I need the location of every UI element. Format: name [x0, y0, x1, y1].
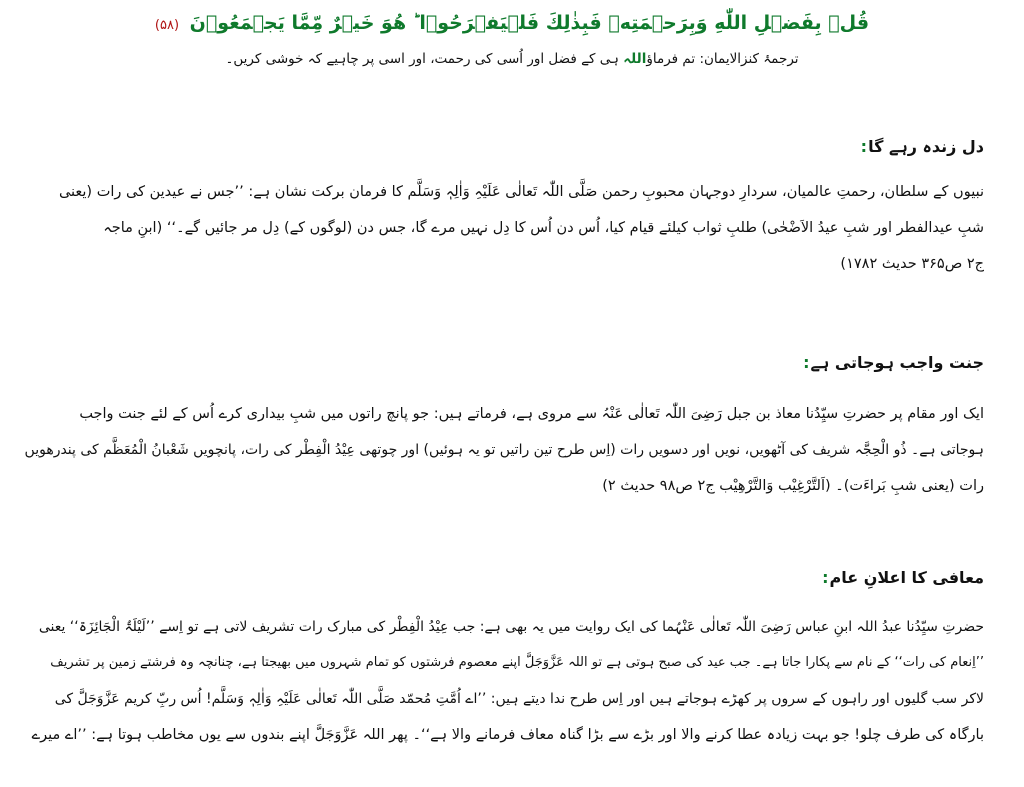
paragraph-line: حضرتِ سیِّدُنا عبدُ اللہ ابنِ عباس رَضِیَ اللّٰہ تَعالٰی عَنْہُما کی ایک روایت میں یہ بھی ہے: جب عِیْدُ الْفِطْر کی مبارک رات تشریف لاتی ہے تو اِسے ’’لَیْلَۃُ الْجَائِزَۃ‘‘ یعنی — [38, 619, 984, 635]
heading-colon: : — [803, 353, 810, 372]
paragraph-line: رات (یعنی شبِ بَراءَت)۔ (اَلتَّرْغِیْب وَالتَّرْھِیْب ج۲ ص۹۸ حدیث ۲) — [602, 478, 984, 494]
translation-part-1: تم فرماؤ — [646, 51, 696, 67]
paragraph-line: شبِ عیدالفطر اور شبِ عیدُ الاَضْحٰی) طلبِ ثواب کیلئے قیام کیا، اُس دن اُس کا دِل نہیں مرے گا، جس دن (لوگوں کے) دِل مر جائیں گے۔‘‘ (ابنِ ماجہ — [103, 220, 984, 236]
paragraph-line: ج۲ ص۳۶۵ حدیث ۱۷۸۲) — [840, 256, 984, 272]
paragraph-line: بارگاہ کی طرف چلو! جو بہت زیادہ عطا کرنے والا اور بڑے سے بڑا گناہ معاف فرمانے والا ہے‘‘۔ پھر اللہ عَزَّوَجَلَّ اپنے بندوں سے یوں مخاطب ہوتا ہے: ’’اے میرے — [31, 727, 984, 743]
section-jannat-wajib — [24, 350, 984, 504]
ayah-number: (۵۸) — [154, 18, 180, 33]
translation-label: ترجمۂ کنزالایمان: — [699, 51, 799, 67]
section-heading-text: جنت واجب ہوجاتی ہے — [810, 353, 984, 372]
paragraph-line: ’’اِنعام کی رات‘‘ کے نام سے پکارا جاتا ہے۔ جب عید کی صبح ہوتی ہے تو اللہ عَزَّوَجَلَّ اپنے معصوم فرشتوں کو تمام شہروں میں بھیجتا ہے، چنانچہ وہ فرشتے زمین پر تشریف — [50, 655, 984, 670]
section-heading-text: دل زندہ رہے گا — [868, 137, 984, 156]
section-body — [24, 609, 984, 753]
paragraph-line: ہوجاتی ہے۔ ذُو الْحِجَّہ شریف کی آٹھویں، نویں اور دسویں رات (اِس طرح تین راتیں تو یہ ہوئیں) اور چوتھی عِیْدُ الْفِطْر کی رات، پانچویں شَعْبانُ الْمُعَظَّم کی پندرھویں — [24, 442, 984, 458]
translation-part-2: ہی کے فضل اور اُسی کی رحمت، اور اسی پر چاہیے کہ خوشی کریں۔ — [225, 51, 619, 67]
quran-verse — [0, 6, 1024, 43]
paragraph-line: نبیوں کے سلطان، رحمتِ عالمیان، سردارِ دوجہان محبوبِ رحمن صَلَّی اللّٰہ تَعالٰی عَلَیْہِ وَاٰلِہٖ وَسَلَّم کا فرمان برکت نشان ہے: ’’جس نے عیدین کی رات (یعنی — [58, 184, 984, 200]
section-heading — [24, 350, 984, 376]
section-maafi-ailan — [24, 565, 984, 753]
ayah-text: قُلۡ بِفَضۡلِ اللّٰهِ وَبِرَحۡمَتِهٖ فَبِذٰلِكَ فَلۡيَفۡرَحُوۡا ؕ هُوَ خَيۡرٌ مِّمَّا يَجۡمَعُوۡنَ — [189, 12, 870, 34]
section-dil-zinda — [24, 134, 984, 282]
paragraph-line: لاکر سب گلیوں اور راہوں کے سروں پر کھڑے ہوجاتے ہیں اور اِس طرح ندا دیتے ہیں: ’’اے اُمَّتِ مُحمّد صَلَّی اللّٰہ تَعالٰی عَلَیْہِ وَاٰلِہٖ وَسَلَّم! اُس ربِّ کریم عَزَّوَجَلَّ کی — [54, 691, 984, 707]
heading-colon: : — [860, 137, 868, 156]
section-body — [24, 396, 984, 504]
section-body — [24, 174, 984, 282]
verse-translation — [0, 45, 1024, 73]
heading-colon: : — [822, 568, 829, 587]
section-heading-text: معافی کا اعلانِ عام — [829, 568, 984, 587]
page-header — [0, 0, 1024, 73]
section-heading — [24, 134, 984, 160]
section-heading — [24, 565, 984, 591]
translation-allah: اللہ — [623, 51, 647, 67]
paragraph-line: ایک اور مقام پر حضرتِ سیِّدُنا معاذ بن جبل رَضِیَ اللّٰہ تَعالٰی عَنْہُ سے مروی ہے، فرماتے ہیں: جو پانچ راتوں میں شبِ بیداری کرے اُس کے لئے جنت واجب — [79, 406, 984, 422]
